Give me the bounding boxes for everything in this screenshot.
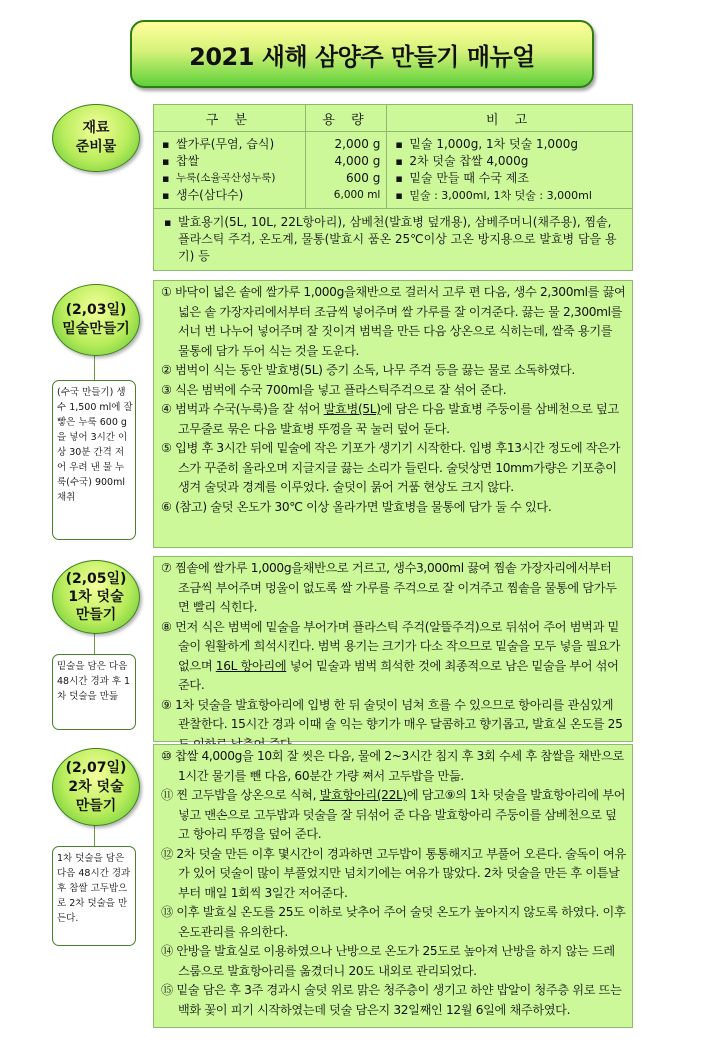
material-item: ▪ 누룩(소율곡산성누룩): [160, 170, 303, 187]
section2-label-title: 1차 덧술: [68, 589, 124, 605]
materials-items-cell: [154, 132, 306, 209]
section1-label-oval: [52, 284, 140, 356]
section2-side-note: 밑술을 담은 다음 48시간 경과 후 1차 덧술을 만듦: [52, 654, 136, 730]
step-text: 범벅과 수국(누룩)을 잘 섞어: [175, 402, 324, 416]
section2-label-oval: [52, 560, 140, 634]
material-item: ▪ 생수(삼다수): [160, 187, 303, 204]
section1-panel: [153, 280, 633, 548]
step-number: ⑤: [161, 441, 172, 455]
section3-panel: [153, 744, 633, 1028]
step-text: 바닥이 넓은 솥에 쌀가루 1,000g을채반으로 걸러서 고루 편 다음, 생수 2,300ml를 끓여 넓은 솥 가장자리에서부터 조금씩 넣어주며 쌀 가루를 잘 이겨준다. 끓는 물 2,300ml를 서너 번 나누어 넣어주며 잘 짓이겨 범벅을 만든 다음 상온으로 식히는데, 쌀죽 용기를 물통에 담가 두어 식는 것을 도운다.: [175, 285, 626, 358]
step-item: [158, 361, 626, 381]
step-number: ⑪: [161, 788, 173, 802]
step-item: [158, 400, 626, 439]
material-amount: 4,000 g: [334, 154, 381, 168]
step-text: 1차 덧술을 발효항아리에 입병 한 뒤 술덧이 넘쳐 흐를 수 있으므로 항아리를 관심있게 관찰한다. 15시간 경과 이때 술 익는 향기가 매우 달콤하고 향기롭고, 발효실 온도를 25: [175, 697, 623, 731]
step-text: 범벅이 식는 동안 발효병(5L) 증기 소독, 나무 주걱 등을 끓는 물로 소독하였다.: [175, 363, 575, 377]
materials-notes-cell: [387, 132, 633, 209]
section2-label-date: (2,05일): [65, 571, 127, 587]
page-title: 2021 새해 삼양주 만들기 매뉴얼: [130, 20, 594, 88]
section3-label-sub: 만들기: [75, 797, 117, 814]
step-underlined-text: 발효항아리(22L): [319, 788, 407, 802]
step-number: ④: [161, 402, 172, 416]
step-text: 이후 발효실 온도를 25도 이하로 낮추어 주어 술덧 온도가 높아지지 않도록 하였다. 이후 온도관리를 유의한다.: [176, 905, 626, 939]
step-text: 넣어 밑술과 범벅 희석한 것에 최종적으로 남은 밑술을 부어 섞어준다.: [178, 658, 619, 692]
step-number: ⑫: [161, 846, 173, 861]
material-note: ▪ 밑술 : 3,000ml, 1차 덧술 : 3,000ml: [393, 187, 628, 204]
step-item: [158, 498, 626, 518]
material-item: ▪ 찹쌀: [160, 153, 303, 170]
step-text: 밑술 담은 후 3주 경과시 술덧 위로 맑은 청주층이 생기고 하얀 밥알이 청주층 위로 뜨는 백화 꽃이 피기 시작하였는데 덧술 담은지 32일째인 12월 6일에 채주하였다.: [176, 983, 622, 1017]
step-item: [158, 942, 626, 981]
section2-label-sub: 만들기: [75, 607, 117, 623]
step-text: 에 담은 다음 발효병 주둥이를 삼베천으로 덮고 고무줄로 묶은 다음 발효병 뚜껑을 꾹 눌러 덮어 둔다.: [178, 402, 619, 436]
step-number: ⑦: [161, 561, 172, 575]
materials-label-line1: 재료: [82, 120, 110, 136]
material-amount: 2,000 g: [334, 137, 381, 151]
step-number: ⑭: [161, 944, 173, 958]
materials-label-line2: 준비물: [75, 139, 117, 155]
step-text: 식은 범벅에 수국 700ml을 넣고 플라스틱주걱으로 잘 섞어 준다.: [175, 382, 507, 397]
section1-side-note: (수국 만들기) 생수 1,500 ml에 잘 빻은 누룩 600 g을 넣어 3시간 이상 30분 간격 저어 우려 낸 물 누룩(수국) 900ml 채취: [52, 380, 136, 540]
step-text: 입병 후 3시간 뒤에 밑술에 작은 기포가 생기기 시작한다. 입병 후13시간 정도에 작은가스가 꾸준히 올라오며 지글지글 끓는 소리가 들린다. 술덧상면 10mm가량은 기포층이 생겨 술덧과 경계를 이루었다. 술덧이 묽어 거품 현상도 크지 않다.: [175, 441, 621, 494]
section1-label-title: 밑술만들기: [62, 321, 130, 337]
step-underlined-text: 16L 항아리에: [215, 658, 287, 673]
step-number: ⑨: [161, 697, 172, 712]
material-amount: 6,000 ml: [333, 189, 381, 201]
step-item: [158, 381, 626, 401]
step-item: [158, 903, 626, 942]
material-item: ▪ 쌀가루(무염, 습식): [160, 136, 303, 153]
materials-amounts-cell: [305, 132, 387, 209]
step-text: (참고) 술덧 온도가 30℃ 이상 올라가면 발효병을 물통에 담가 둘 수 있다.: [175, 499, 552, 514]
section3-label-date: (2,07일): [65, 759, 127, 776]
step-number: ⑬: [161, 905, 173, 919]
step-item: [158, 747, 626, 786]
section1-label-date: (2,03일): [65, 302, 127, 318]
step-number: ⑩: [161, 749, 172, 763]
step-text: 찜솥에 쌀가루 1,000g을채반으로 거르고, 생수3,000ml 끓여 찜솥 가장자리에서부터 조금씩 부어주며 멍울이 없도록 쌀 가루를 주걱으로 잘 이겨주고 찜솥을 물통에 담가두면 빨리 식힌다.: [175, 561, 617, 614]
section3-side-note: 1차 덧술을 담은 다음 48시간 경과후 참쌀 고두밥으로 2차 덧술을 만든다.: [52, 846, 136, 946]
step-item: [158, 981, 626, 1020]
materials-data-row: [154, 132, 633, 209]
material-note: ▪ 2차 덧술 찹쌀 4,000g: [393, 153, 628, 170]
step-item: [158, 283, 626, 361]
step-number: ②: [161, 363, 172, 377]
step-item: [158, 618, 626, 696]
materials-label-oval: [52, 104, 140, 172]
section3-label-oval: [52, 748, 140, 826]
materials-equipment-row: [154, 209, 633, 271]
step-number: ⑥: [161, 499, 172, 514]
header-amount: 용 량: [305, 105, 387, 132]
step-item: [158, 439, 626, 498]
material-note: ▪ 밑술 1,000g, 1차 덧술 1,000g: [393, 136, 628, 153]
header-category: 구 분: [154, 105, 306, 132]
equipment-list: ▪ 발효용기(5L, 10L, 22L항아리), 삼베천(발효병 덮개용), 삼베주머니(채주용), 찜솥, 플라스틱 주걱, 온도계, 물통(발효시 품온 25℃이상 고온 방지용으로 발효병 담을 용기) 등: [154, 209, 633, 271]
material-amount: 600 g: [346, 171, 381, 185]
step-text: 안방을 발효실로 이용하였으나 난방으로 온도가 25도로 높아져 난방을 하지 않는 드레스룸으로 발효항아리를 옮겼더니 20도 내외로 관리되었다.: [176, 944, 615, 978]
step-text: 먼저 식은 범벅에 밑술을 부어가며 플라스틱 주걱(알뜰주걱)으로 뒤섞어 주어 범벅과 밑술이 원활하게 희석시킨다. 범벅 용기는 크기가 다소 작으므로 밑술을 모두 넣을 필요가 없으며: [175, 619, 621, 673]
step-item: [158, 559, 626, 618]
step-text: 찐 고두밥을 상온으로 식혀,: [176, 788, 320, 802]
step-text: 찹쌀 4,000g을 10회 잘 씻은 다음, 물에 2~3시간 침지 후 3회 수세 후 참쌀을 채반으로 1시간 물기를 뺀 다음, 60분간 가량 쪄서 고두밥을 만듦.: [175, 749, 624, 783]
material-note: ▪ 밑술 만들 때 수국 제조: [393, 170, 628, 187]
header-note: 비 고: [387, 105, 633, 132]
materials-table: [153, 104, 633, 271]
step-number: ⑧: [161, 619, 172, 634]
step-item: [158, 845, 626, 904]
materials-header-row: [154, 105, 633, 132]
step-underlined-text: 발효병(5L): [323, 402, 381, 416]
section3-label-title: 2차 덧술: [68, 778, 124, 795]
step-text: 에 담고⑨의 1차 덧술을 발효항아리에 부어 넣고 맨손으로 고두밥과 덧술을 잘 뒤섞어 준 다음 발효항아리 주둥이를 삼베천으로 덮고 항아리 뚜껑을 덮어 준다.: [178, 788, 626, 841]
step-number: ⑮: [161, 983, 173, 997]
step-number: ①: [161, 285, 172, 299]
step-item: [158, 786, 626, 845]
step-number: ③: [161, 382, 172, 397]
step-text: 2차 덧술 만든 이후 몇시간이 경과하면 고두밥이 통통해지고 부풀어 오른다. 술독이 여유가 있어 덧술이 많이 부풀었지만 넘치기에는 여유가 많았다. 2차 덧술을 만든 후 이튿날부터 매일 1회씩 3일간 저어준다.: [176, 846, 626, 900]
section2-panel: [153, 556, 633, 742]
